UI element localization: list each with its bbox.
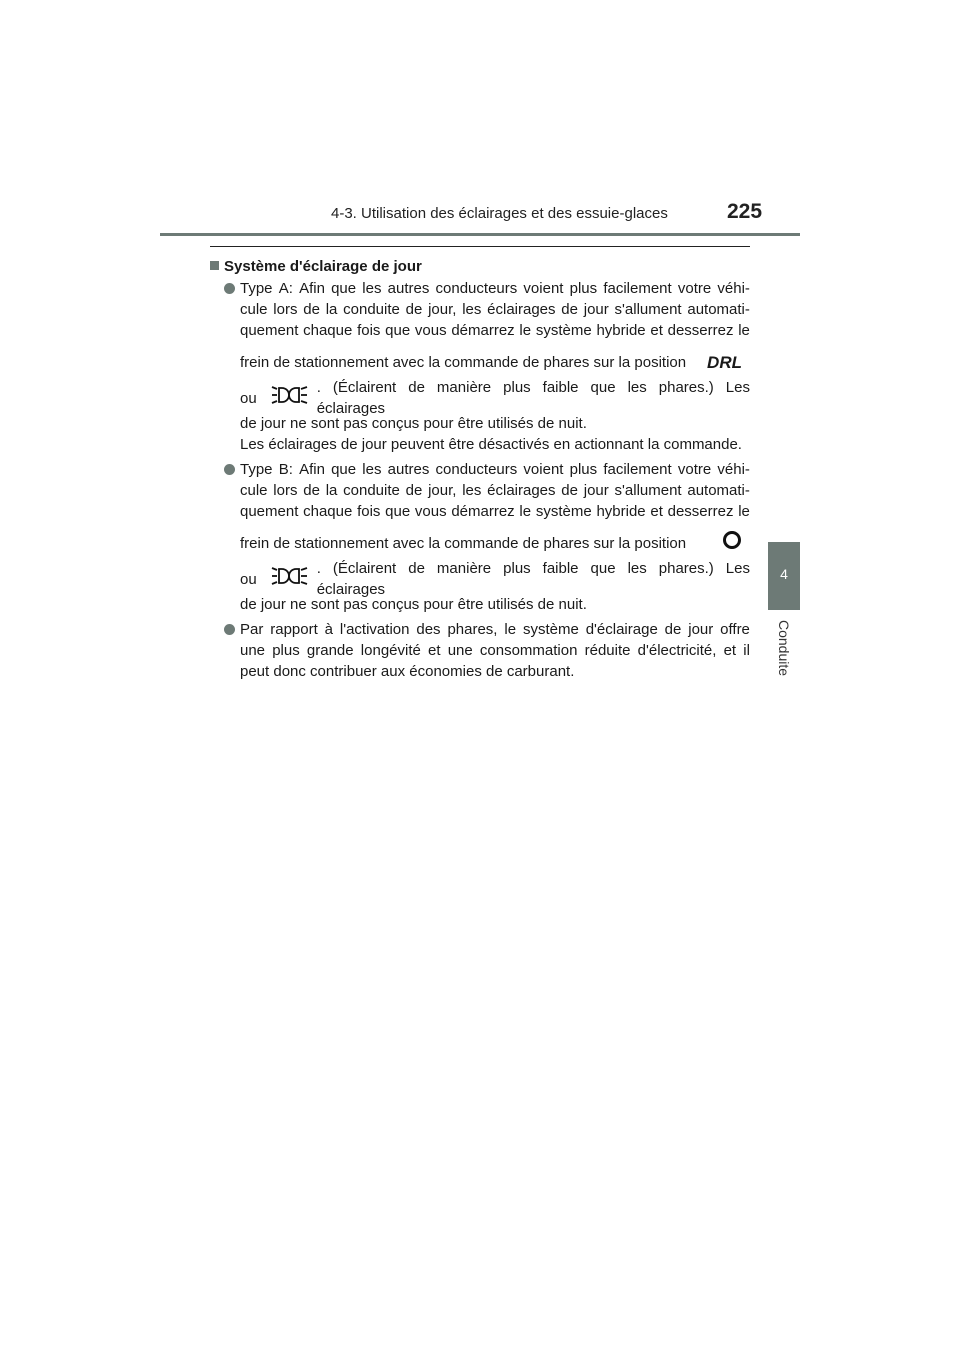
note-paragraph [240,619,750,682]
parking-light-icon [271,382,309,414]
text-line: quement chaque fois que vous démarrez le système hybride et desserrez le [240,322,750,339]
text-line: Type A: Afin que les autres conducteurs voient plus facilement votre véhi- [240,280,750,297]
text-line: ou [240,389,257,407]
section-rule [210,246,750,247]
section-heading-text: Système d'éclairage de jour [224,258,422,275]
text-line: . (Éclairent de manière plus faible que les phares.) Les éclairages [316,379,750,417]
section-content [224,278,750,682]
side-tab-label: Conduite [776,620,792,677]
circle-bullet-icon [224,283,235,294]
text-line: . (Éclairent de manière plus faible que les phares.) Les éclairages [316,560,750,598]
page-number: 225 [727,200,763,223]
text-line: peut donc contribuer aux économies de carburant. [240,663,575,680]
circle-bullet-icon [224,464,235,475]
list-item-type-a [224,278,750,455]
text-line: de jour ne sont pas conçus pour être utilisés de nuit. [240,415,587,432]
type-a-paragraph [240,278,750,455]
text-line: cule lors de la conduite de jour, les éclairages de jour s'allument automati- [240,482,750,499]
side-tab-number: 4 [780,566,788,582]
text-line: quement chaque fois que vous démarrez le système hybride et desserrez le [240,503,750,520]
type-b-paragraph [240,459,750,615]
list-item-note [224,619,750,682]
side-tab-label-wrapper [766,620,802,700]
text-line: cule lors de la conduite de jour, les éclairages de jour s'allument automati- [240,301,750,318]
text-line: de jour ne sont pas conçus pour être utilisés de nuit. [240,596,587,613]
circle-bullet-icon [224,624,235,635]
list-item-type-b [224,459,750,615]
header-rule [160,233,800,236]
text-line: Par rapport à l'activation des phares, le système d'éclairage de jour offre [240,621,750,638]
section-heading [210,258,422,275]
square-bullet-icon [210,261,219,270]
parking-light-icon [271,563,309,595]
text-line: une plus grande longévité et une consommation réduite d'électricité, et il [240,642,750,659]
text-line: ou [240,570,257,588]
text-line: Type B: Afin que les autres conducteurs voient plus facilement votre véhi- [240,461,750,478]
text-line: frein de stationnement avec la commande de phares sur la position [240,534,687,552]
text-line: Les éclairages de jour peuvent être désactivés en actionnant la commande. [240,436,742,453]
text-line: frein de stationnement avec la commande de phares sur la position [240,353,687,371]
header-title: 4-3. Utilisation des éclairages et des essuie-glaces [331,205,668,222]
drl-icon: DRL [707,352,742,372]
off-position-icon [722,530,742,556]
